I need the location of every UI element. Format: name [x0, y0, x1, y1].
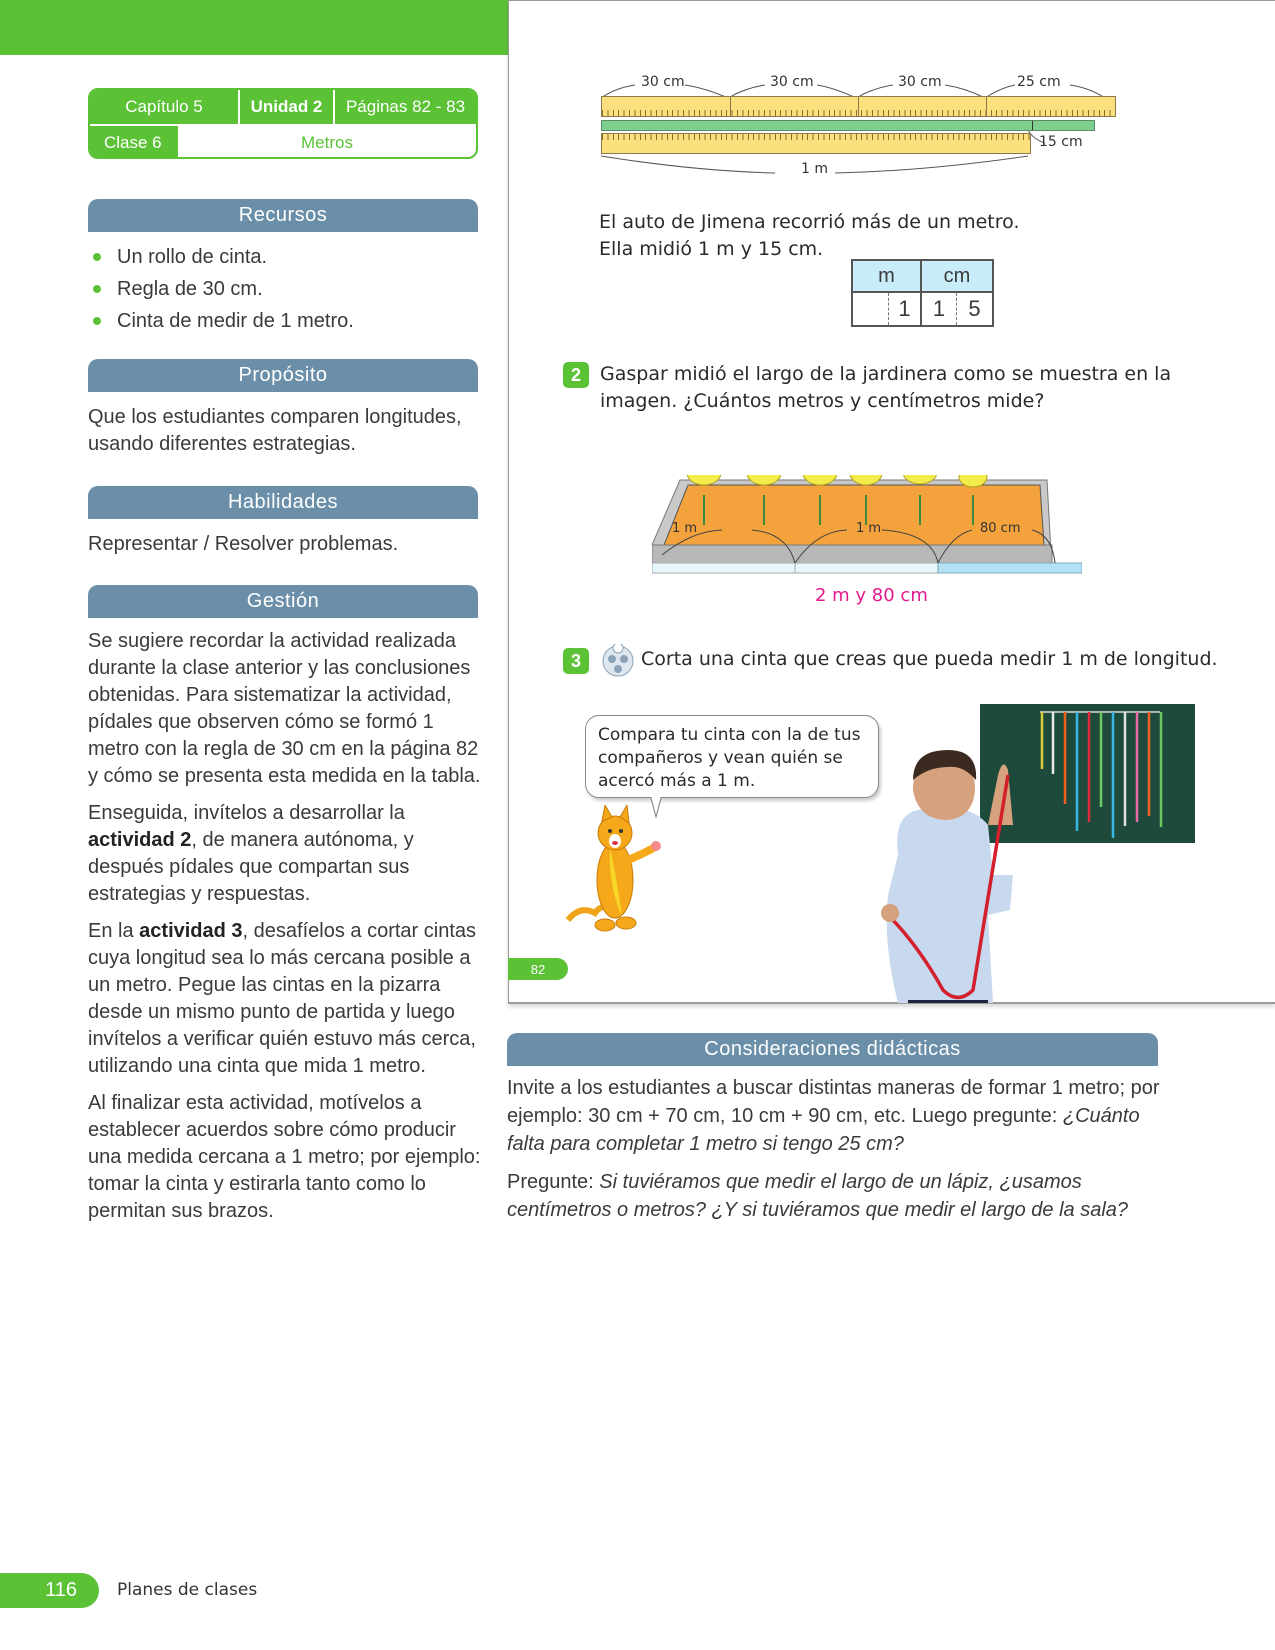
- page-number: 116: [0, 1573, 99, 1608]
- student-page-number: 82: [508, 958, 568, 980]
- top-ruler-strip: [601, 96, 1116, 117]
- bullet-icon: [93, 253, 101, 261]
- topic-label: Metros: [301, 132, 353, 152]
- jimena-statement: El auto de Jimena recorrió más de un metro. Ella midió 1 m y 15 cm.: [599, 211, 1020, 260]
- green-tape: [601, 120, 1095, 131]
- lesson-info-box: [88, 88, 478, 159]
- activity-number-3: 3: [563, 648, 589, 674]
- table-header-m: m: [853, 261, 922, 291]
- section-header-proposito: Propósito: [88, 359, 478, 392]
- class-label: Clase 6: [90, 126, 178, 159]
- management-text: Se sugiere recordar la actividad realizada durante la clase anterior y las conclusiones obtenidas. Para sistematizar la actividad, pídales que observen cómo se formó 1 metro con la regla de 30 cm en la página 82 y cómo se presenta esta medida en la tabla. Enseguida, invítelos a desarrollar la actividad 2, de manera autónoma, y después pídales que compartan sus estrategias y respuestas. En la actividad 3, desafíelos a cortar cintas cuya longitud sea lo más cercana posible a un metro. Pegue las cintas en la pizarra desde un mismo punto de partida y luego invítelos a verificar quién estuvo más cerca, utilizando una cinta que mida 1 metro. Al finalizar esta actividad, motívelos a establecer acuerdos sobre cómo producir una medida cercana a 1 metro; por ejemplo: tomar la cinta y estirarla tanto como lo permitan sus brazos.: [88, 630, 481, 1222]
- section-header-habilidades: Habilidades: [88, 486, 478, 519]
- answer-text: 2 m y 80 cm: [815, 585, 928, 606]
- unit-label: Unidad 2: [240, 90, 335, 124]
- measure-table: m cm 1 1 5: [851, 259, 994, 327]
- resources-list: [88, 241, 478, 337]
- section-header-gestion: Gestión: [88, 585, 478, 618]
- question-3-text: Corta una cinta que creas que pueda medir 1 m de longitud.: [641, 648, 1218, 670]
- top-green-band: [0, 0, 508, 55]
- list-item: Regla de 30 cm.: [88, 273, 478, 305]
- cat-mascot-illustration: [560, 805, 670, 935]
- bullet-icon: [93, 285, 101, 293]
- table-header-cm: cm: [943, 264, 971, 287]
- question-2-text: Gaspar midió el largo de la jardinera como se muestra en la imagen. ¿Cuántos metros y centímetros mide?: [600, 363, 1172, 412]
- footer-label: Planes de clases: [117, 1580, 258, 1600]
- didactic-considerations-text: Invite a los estudiantes a buscar distintas maneras de formar 1 metro; por ejemplo: 30 cm + 70 cm, 10 cm + 90 cm, etc. Luego pregunte: ¿Cuánto falta para completar 1 metro si tengo 25 cm? Pregunte: Si tuviéramos que medir el largo de un lápiz, ¿usamos centímetros o metros? ¿Y si tuviéramos que medir el largo de la sala?: [507, 1077, 1160, 1221]
- pages-label: Páginas 82 - 83: [345, 97, 466, 116]
- skills-text: Representar / Resolver problemas.: [88, 533, 399, 555]
- activity-number-2: 2: [563, 362, 589, 388]
- chapter-label: Capítulo 5: [90, 90, 240, 124]
- meter-stick: [601, 133, 1031, 154]
- list-item: Cinta de medir de 1 metro.: [88, 305, 478, 337]
- planter-illustration: 1 m 1 m 80 cm: [652, 475, 1082, 575]
- speech-bubble: Compara tu cinta con la de tus compañeros y vean quién se acercó más a 1 m.: [585, 715, 879, 798]
- purpose-text: Que los estudiantes comparen longitudes, usando diferentes estrategias.: [88, 406, 462, 455]
- list-item: Un rollo de cinta.: [88, 241, 478, 273]
- boy-holding-ribbon-photo: [878, 745, 1023, 1003]
- group-work-icon: [601, 644, 635, 678]
- section-header-consideraciones: Consideraciones didácticas: [507, 1033, 1158, 1066]
- bullet-icon: [93, 317, 101, 325]
- section-header-recursos: Recursos: [88, 199, 478, 232]
